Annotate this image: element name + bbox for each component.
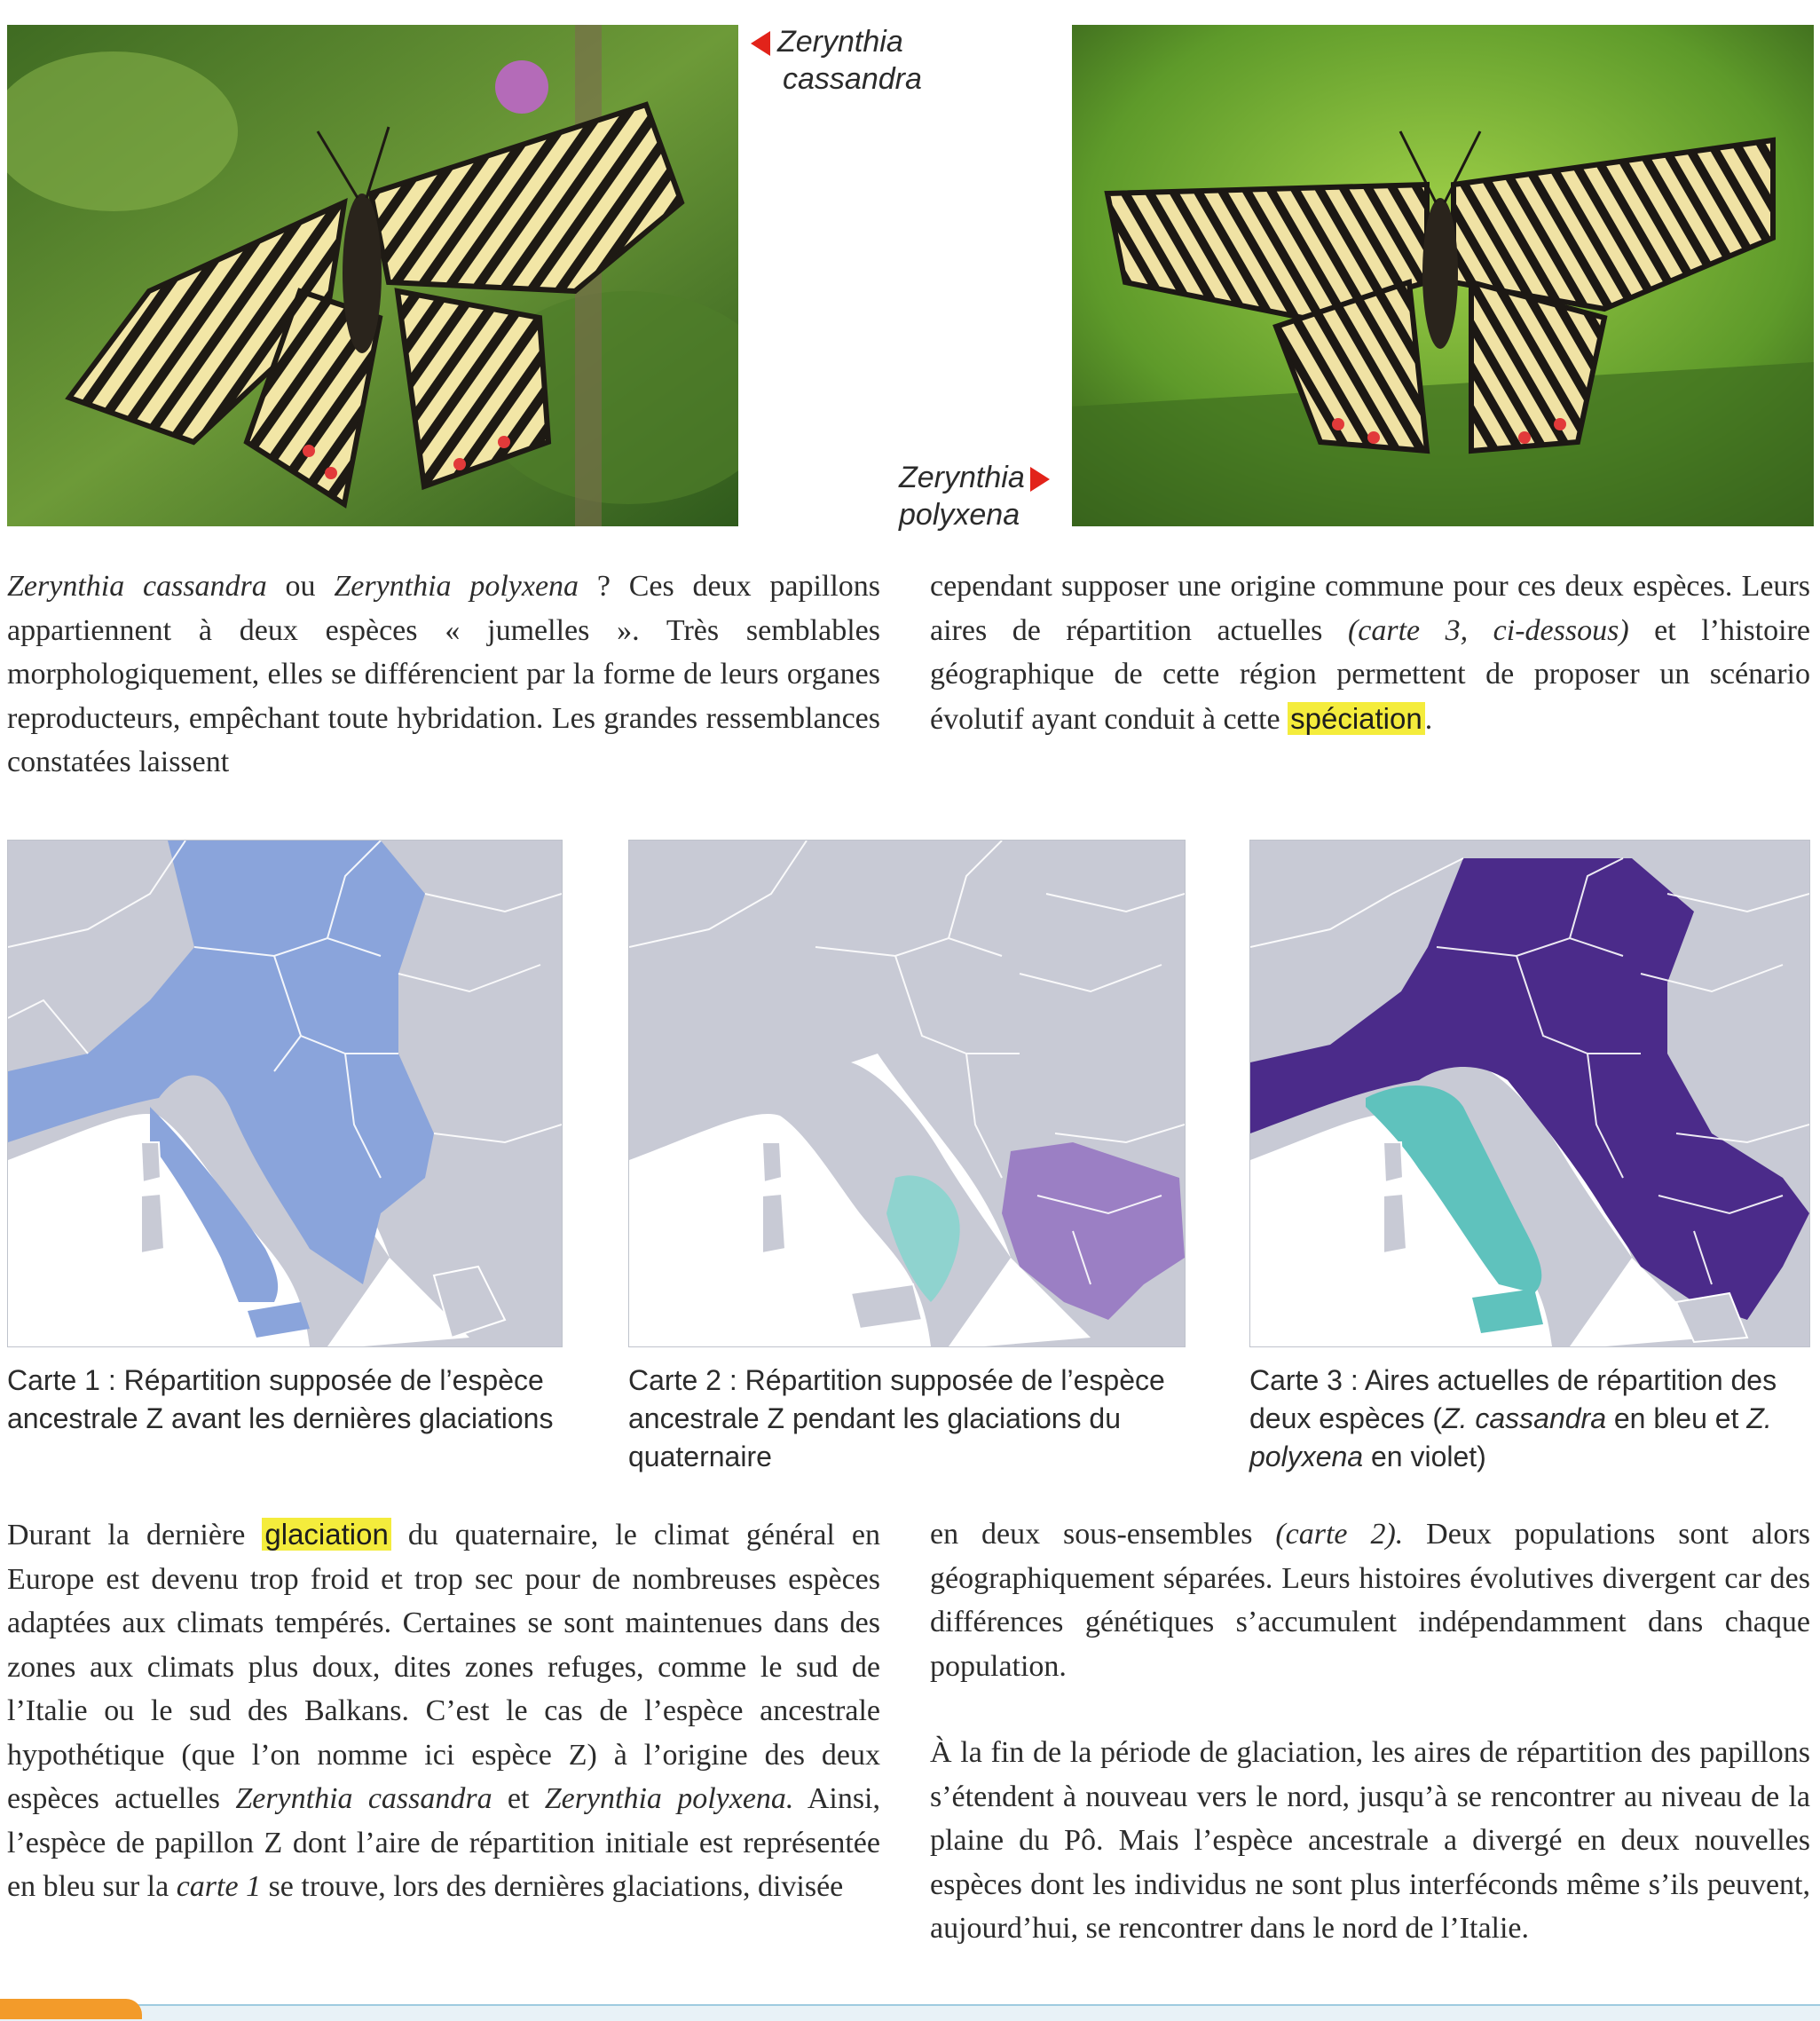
map-2	[628, 840, 1186, 1347]
map-3-caption: Carte 3 : Aires actuelles de répartition des deux espèces (Z. cassandra en bleu et Z. polyxena en violet)	[1249, 1364, 1777, 1472]
triangle-right-icon	[1030, 467, 1050, 492]
map-1-caption: Carte 1 : Répartition supposée de l’espèce ancestrale Z avant les dernières glaciations	[7, 1364, 554, 1434]
highlight-speciation: spéciation	[1288, 702, 1425, 735]
body-column-1: Durant la dernière glaciation du quaternaire, le climat général en Europe est devenu trop froid et trop sec pour de nombreuses espèces adaptées aux climats tempérés. Certaines se sont maintenues dans des zones aux climats plus doux, dites zones refuges, comme le sud de l’Italie ou le sud des Balkans. C’est le cas de l’espèce ancestrale hypothétique (que l’on nomme ici espèce Z) à l’origine des deux espèces actuelles Zerynthia cassandra et Zerynthia polyxena. Ainsi, l’espèce de papillon Z dont l’aire de répartition initiale est représentée en bleu sur la carte 1 se trouve, lors des dernières glaciations, divisée	[7, 1518, 881, 1903]
bottom-tab-orange	[0, 1999, 142, 2019]
photo-zerynthia-cassandra	[7, 25, 738, 526]
body-column-2: en deux sous-ensembles (carte 2). Deux populations sont alors géographiquement séparées. Leurs histoires évolutives divergent car des différences génétiques s’accumulent indépendamment dans chaque population. À la fin de la période de glaciation, les aires de répartition des papillons s’étendent à nouveau vers le nord, jusqu’à se rencontrer au niveau de la plaine du Pô. Mais l’espèce ancestrale a divergé en deux nouvelles espèces dont les individus ne sont plus interféconds même s’ils peuvent, aujourd’hui, se rencontrer dans le nord de l’Italie.	[930, 1518, 1810, 1945]
map-2-caption: Carte 2 : Répartition supposée de l’espèce ancestrale Z pendant les glaciations du quaternaire	[628, 1364, 1165, 1472]
map-3	[1249, 840, 1810, 1347]
photo-zerynthia-polyxena	[1072, 25, 1814, 526]
intro-column-1: Zerynthia cassandra ou Zerynthia polyxena ? Ces deux papillons appartiennent à deux espèces « jumelles ». Très semblables morphologiquement, elles se différencient par la forme de leurs organes reproducteurs, empêchant toute hybridation. Les grandes ressemblances constatées laissent	[7, 570, 881, 778]
highlight-glaciation: glaciation	[262, 1518, 390, 1551]
triangle-left-icon	[751, 31, 770, 56]
intro-column-2: cependant supposer une origine commune pour ces deux espèces. Leurs aires de répartition actuelles (carte 3, ci-dessous) et l’histoire géographique de cette région permettent de proposer un scénario évolutif ayant conduit à cette spéciation.	[930, 570, 1810, 736]
bottom-band	[0, 2004, 1820, 2021]
map-1	[7, 840, 563, 1347]
label-zerynthia-cassandra: Zerynthia cassandra	[751, 23, 922, 98]
label-zerynthia-polyxena: Zerynthia polyxena	[899, 459, 1050, 533]
